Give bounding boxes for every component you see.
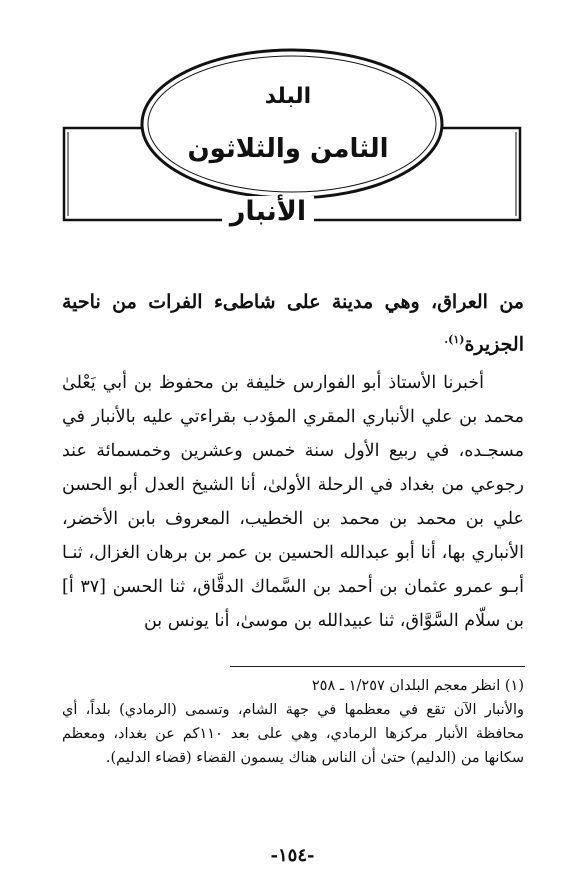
city-title: الأنبار — [222, 196, 314, 227]
footnote-1: (١) انظر معجم البلدان ١/٢٥٧ ـ ٢٥٨ — [311, 678, 524, 694]
chapter-number: الثامن والثلاثون — [187, 134, 389, 164]
chapter-label: البلد — [264, 84, 312, 109]
main-paragraph — [62, 366, 524, 638]
footnote-ref: (١). — [444, 333, 465, 346]
intro-text: من العراق، وهي مدينة على شاطىء الفرات من ناحية الجزيرة — [62, 291, 524, 356]
footnotes — [62, 674, 524, 770]
footnote-2: والأنبار الآن تقع في معظمها في جهة الشام، وتسمى (الرمادي) بلداً، أي محافظة الأنبار مركزها الرمادي، وهي على بعد ١١٠كم عن بغداد، ومعظم سكانها من (الدليم) حتىٰ أن الناس هناك يسمون القضاء (قضاء الدليم). — [62, 702, 525, 766]
intro-paragraph — [62, 283, 524, 363]
page-number: -١٥٤- — [270, 845, 315, 866]
main-paragraph-text: أخبرنا الأستاذ أبو الفوارس خليفة بن محفوظ بن أبي يَعْلىٰ محمد بن علي الأنباري المقري المؤدب بقراءتي عليه بالأنبار في مسجـده، في ربيع الأول سنة خمس وعشرين وخمسمائة عند رجوعي من بغداد في الرحلة الأولىٰ، أنا الشيخ العدل أبو الحسن علي بن محمد بن محمد بن الخطيب، المعروف بابن الأخضر، الأنباري بها، أنا أبو عبدالله الحسين بن عمر بن برهان الغزال، ثنـا أبـو عمرو عثمان بن أحمد بن السَّماك الدقَّاق، ثنا الحسن [٣٧ أ] بن سلّام السَّوَّاق، ثنا عبيدالله بن موسىٰ، أنا يونس بن — [62, 373, 524, 631]
footnote-divider — [230, 666, 525, 667]
